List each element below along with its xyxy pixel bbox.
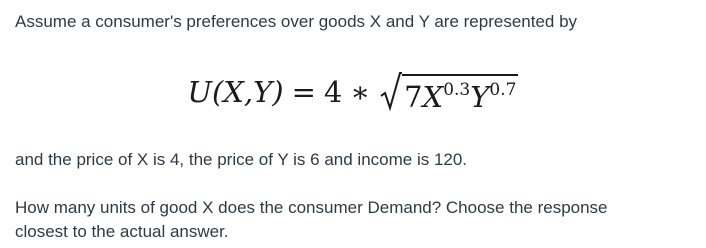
multiply-sign: ∗ — [350, 75, 371, 109]
question-prompt-line-1: How many units of good X does the consumer Demand? Choose the response — [15, 198, 608, 217]
prices-income-text: and the price of X is 4, the price of Y is 6 and income is 120. — [15, 150, 468, 169]
variable-x: X — [422, 80, 444, 114]
utility-function-lhs: U(X,Y) — [187, 75, 284, 109]
utility-equation — [0, 66, 706, 118]
equals-sign: = — [291, 75, 316, 109]
question-prompt-line-2: closest to the actual answer. — [15, 222, 229, 241]
equation-coefficient: 4 — [323, 75, 343, 109]
radical-sign-icon — [380, 72, 402, 112]
question-prompt — [15, 196, 608, 244]
variable-y: Y — [470, 80, 490, 114]
exponent-y: 0.7 — [489, 80, 517, 100]
exponent-x: 0.3 — [443, 80, 471, 100]
question-intro: Assume a consumer's preferences over goods X and Y are represented by — [15, 12, 578, 31]
radicand — [402, 74, 518, 112]
radicand-coefficient: 7 — [404, 80, 423, 114]
square-root — [380, 72, 518, 112]
